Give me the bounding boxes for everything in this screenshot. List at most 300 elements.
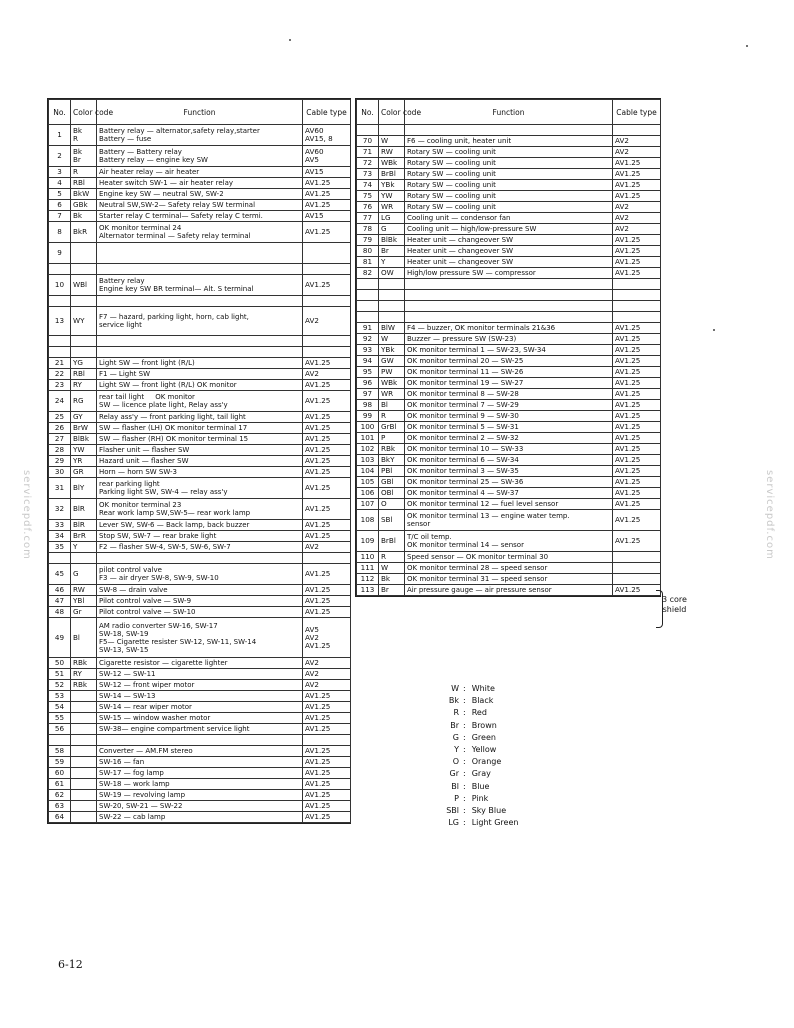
no-cell: 111 bbox=[357, 563, 379, 574]
table-row bbox=[49, 211, 351, 222]
color-code-cell bbox=[71, 757, 97, 768]
color-code-cell: YBk bbox=[379, 180, 405, 191]
no-cell: 74 bbox=[357, 180, 379, 191]
function-cell bbox=[405, 125, 613, 136]
cable-type-cell bbox=[613, 312, 661, 323]
cable-type-cell bbox=[303, 296, 351, 307]
table-row bbox=[357, 169, 661, 180]
color-code-cell: Y bbox=[71, 542, 97, 553]
header-function: Function bbox=[405, 100, 613, 125]
legend-code: Br bbox=[450, 720, 459, 730]
no-cell bbox=[357, 290, 379, 301]
function-cell: Cigarette resistor — cigarette lighter bbox=[97, 658, 303, 669]
cable-type-cell: AV15 bbox=[303, 211, 351, 222]
color-code-cell: R bbox=[379, 411, 405, 422]
table-row bbox=[49, 499, 351, 520]
function-cell: Battery relay — alternator,safety relay,starter Battery — fuse bbox=[97, 125, 303, 146]
legend-name: Black bbox=[471, 696, 494, 706]
table-row bbox=[49, 167, 351, 178]
no-cell bbox=[49, 553, 71, 564]
cable-type-cell: AV2 bbox=[613, 224, 661, 235]
cable-type-cell: AV1.25 bbox=[303, 531, 351, 542]
legend-name: Light Green bbox=[471, 818, 519, 828]
no-cell: 104 bbox=[357, 466, 379, 477]
cable-type-cell: AV1.25 bbox=[303, 412, 351, 423]
function-cell: Horn — horn SW SW-3 bbox=[97, 467, 303, 478]
no-cell: 55 bbox=[49, 713, 71, 724]
cable-type-cell: AV1.25 bbox=[613, 400, 661, 411]
color-code-cell: LG bbox=[379, 213, 405, 224]
cable-type-cell bbox=[613, 563, 661, 574]
legend-separator: : bbox=[463, 781, 466, 791]
function-cell: Starter relay C terminal— Safety relay C termi. bbox=[97, 211, 303, 222]
color-code-cell bbox=[71, 779, 97, 790]
function-cell: OK monitor terminal 6 — SW-34 bbox=[405, 455, 613, 466]
no-cell: 9 bbox=[49, 243, 71, 264]
legend-name: Green bbox=[471, 732, 496, 742]
table-row bbox=[357, 158, 661, 169]
table-row bbox=[357, 202, 661, 213]
table-row bbox=[49, 369, 351, 380]
function-cell: Speed sensor — OK monitor terminal 30 bbox=[405, 552, 613, 563]
color-code-cell: YW bbox=[379, 191, 405, 202]
color-code-cell bbox=[71, 713, 97, 724]
function-cell: OK monitor terminal 2 — SW-32 bbox=[405, 433, 613, 444]
legend-name: Yellow bbox=[471, 745, 497, 755]
function-cell: SW-19 — revolving lamp bbox=[97, 790, 303, 801]
cable-type-cell bbox=[613, 552, 661, 563]
header-color-code: Color code bbox=[379, 100, 405, 125]
table-row bbox=[357, 411, 661, 422]
function-cell bbox=[405, 279, 613, 290]
table-row bbox=[357, 147, 661, 158]
color-code-cell: YBk bbox=[379, 345, 405, 356]
cable-type-cell: AV1.25 bbox=[613, 246, 661, 257]
function-cell: OK monitor terminal 8 — SW-28 bbox=[405, 389, 613, 400]
table-row bbox=[357, 279, 661, 290]
no-cell: 35 bbox=[49, 542, 71, 553]
table-row bbox=[357, 378, 661, 389]
no-cell bbox=[357, 279, 379, 290]
no-cell: 48 bbox=[49, 607, 71, 618]
cable-type-cell bbox=[303, 347, 351, 358]
color-code-cell: SBl bbox=[379, 510, 405, 531]
cable-type-cell: AV60 AV15, 8 bbox=[303, 125, 351, 146]
table-row bbox=[357, 531, 661, 552]
function-cell: Cooling unit — condensor fan bbox=[405, 213, 613, 224]
table-row bbox=[49, 531, 351, 542]
table-row bbox=[49, 746, 351, 757]
no-cell bbox=[357, 301, 379, 312]
table-row bbox=[49, 178, 351, 189]
speck bbox=[746, 45, 748, 47]
no-cell: 56 bbox=[49, 724, 71, 735]
cable-type-cell: AV1.25 bbox=[613, 499, 661, 510]
table-row bbox=[357, 585, 661, 596]
function-cell: SW-14 — SW-13 bbox=[97, 691, 303, 702]
function-cell: OK monitor terminal 24 Alternator terminal — Safety relay terminal bbox=[97, 222, 303, 243]
no-cell bbox=[49, 264, 71, 275]
table-row bbox=[49, 680, 351, 691]
cable-type-cell: AV1.25 bbox=[303, 801, 351, 812]
table-row bbox=[357, 213, 661, 224]
cable-type-cell: AV1.25 bbox=[303, 445, 351, 456]
no-cell: 7 bbox=[49, 211, 71, 222]
legend-item bbox=[427, 744, 518, 756]
legend-separator: : bbox=[463, 818, 466, 828]
function-cell: SW-15 — window washer motor bbox=[97, 713, 303, 724]
legend-separator: : bbox=[463, 793, 466, 803]
color-code-cell: BlBk bbox=[71, 434, 97, 445]
function-cell: SW-22 — cab lamp bbox=[97, 812, 303, 823]
no-cell: 64 bbox=[49, 812, 71, 823]
table-row bbox=[357, 422, 661, 433]
no-cell: 30 bbox=[49, 467, 71, 478]
table-row bbox=[357, 444, 661, 455]
function-cell bbox=[405, 312, 613, 323]
cable-type-cell: AV2 bbox=[303, 369, 351, 380]
legend-name: Blue bbox=[471, 781, 490, 791]
color-code-cell: OBl bbox=[379, 488, 405, 499]
color-code-legend bbox=[427, 683, 518, 829]
cable-type-cell: AV1.25 bbox=[303, 713, 351, 724]
no-cell: 26 bbox=[49, 423, 71, 434]
table-row bbox=[357, 235, 661, 246]
table-row bbox=[49, 801, 351, 812]
no-cell: 95 bbox=[357, 367, 379, 378]
table-row bbox=[49, 200, 351, 211]
no-cell: 31 bbox=[49, 478, 71, 499]
no-cell: 106 bbox=[357, 488, 379, 499]
table-row bbox=[49, 146, 351, 167]
cable-type-cell: AV2 bbox=[613, 202, 661, 213]
table-row bbox=[49, 189, 351, 200]
function-cell: Heater unit — changeover SW bbox=[405, 257, 613, 268]
function-cell bbox=[405, 301, 613, 312]
table-row bbox=[49, 125, 351, 146]
function-cell: Flasher unit — flasher SW bbox=[97, 445, 303, 456]
table-row bbox=[49, 757, 351, 768]
table-row bbox=[357, 224, 661, 235]
table-row bbox=[49, 412, 351, 423]
color-code-cell: G bbox=[71, 564, 97, 585]
color-code-cell: W bbox=[379, 334, 405, 345]
function-cell: Hazard unit — flasher SW bbox=[97, 456, 303, 467]
table-row bbox=[357, 290, 661, 301]
no-cell: 103 bbox=[357, 455, 379, 466]
color-code-cell bbox=[71, 812, 97, 823]
color-code-cell bbox=[71, 801, 97, 812]
legend-code: Y bbox=[454, 745, 459, 755]
no-cell: 109 bbox=[357, 531, 379, 552]
no-cell: 99 bbox=[357, 411, 379, 422]
legend-item bbox=[427, 805, 518, 817]
color-code-cell: Br bbox=[379, 246, 405, 257]
cable-type-cell: AV1.25 bbox=[613, 169, 661, 180]
table-row bbox=[49, 812, 351, 823]
cable-type-cell: AV1.25 bbox=[303, 200, 351, 211]
legend-name: Orange bbox=[471, 757, 502, 767]
no-cell: 71 bbox=[357, 147, 379, 158]
function-cell: High/low pressure SW — compressor bbox=[405, 268, 613, 279]
function-cell: OK monitor terminal 31 — speed sensor bbox=[405, 574, 613, 585]
no-cell: 94 bbox=[357, 356, 379, 367]
function-cell: F1 — Light SW bbox=[97, 369, 303, 380]
function-cell: Pilot control valve — SW-10 bbox=[97, 607, 303, 618]
function-cell: OK monitor terminal 20 — SW-25 bbox=[405, 356, 613, 367]
no-cell bbox=[49, 735, 71, 746]
function-cell: OK monitor terminal 25 — SW-36 bbox=[405, 477, 613, 488]
cable-type-cell: AV1.25 bbox=[613, 367, 661, 378]
color-code-cell: BrBl bbox=[379, 531, 405, 552]
cable-type-cell: AV1.25 bbox=[303, 391, 351, 412]
table-row bbox=[357, 488, 661, 499]
color-code-cell: RBk bbox=[71, 658, 97, 669]
function-cell: Rotary SW — cooling unit bbox=[405, 158, 613, 169]
function-cell: OK monitor terminal 3 — SW-35 bbox=[405, 466, 613, 477]
table-row bbox=[49, 768, 351, 779]
cable-type-cell: AV1.25 bbox=[303, 724, 351, 735]
function-cell: SW-20, SW-21 — SW-22 bbox=[97, 801, 303, 812]
no-cell: 1 bbox=[49, 125, 71, 146]
function-cell bbox=[97, 336, 303, 347]
legend-code: Gr bbox=[449, 769, 459, 779]
table-row bbox=[357, 257, 661, 268]
color-code-cell: WBl bbox=[71, 275, 97, 296]
no-cell: 100 bbox=[357, 422, 379, 433]
cable-type-cell: AV1.25 bbox=[613, 334, 661, 345]
color-code-cell: PW bbox=[379, 367, 405, 378]
color-code-cell: BlW bbox=[379, 323, 405, 334]
cable-type-cell bbox=[613, 290, 661, 301]
legend-separator: : bbox=[463, 806, 466, 816]
function-cell: Rotary SW — cooling unit bbox=[405, 147, 613, 158]
cable-type-cell: AV1.25 bbox=[613, 323, 661, 334]
table-row bbox=[357, 136, 661, 147]
cable-type-cell: AV1.25 bbox=[613, 345, 661, 356]
cable-type-cell: AV5 AV2 AV1.25 bbox=[303, 618, 351, 658]
cable-type-cell: AV1.25 bbox=[303, 691, 351, 702]
cable-type-cell: AV1.25 bbox=[303, 380, 351, 391]
table-row bbox=[357, 334, 661, 345]
legend-name: Gray bbox=[471, 769, 491, 779]
color-code-cell: BkR bbox=[71, 222, 97, 243]
color-code-cell: RBk bbox=[379, 444, 405, 455]
function-cell: OK monitor terminal 12 — fuel level sensor bbox=[405, 499, 613, 510]
table-row bbox=[357, 268, 661, 279]
table-row bbox=[357, 180, 661, 191]
cable-type-cell: AV1.25 bbox=[303, 746, 351, 757]
function-cell: Air pressure gauge — air pressure sensor bbox=[405, 585, 613, 596]
color-code-cell: WBk bbox=[379, 158, 405, 169]
table-row bbox=[49, 724, 351, 735]
header-cable-type: Cable type bbox=[303, 100, 351, 125]
color-code-cell: PBl bbox=[379, 466, 405, 477]
right-wiring-table bbox=[355, 98, 661, 597]
table-row bbox=[49, 618, 351, 658]
no-cell: 75 bbox=[357, 191, 379, 202]
no-cell: 105 bbox=[357, 477, 379, 488]
cable-type-cell: AV1.25 bbox=[613, 466, 661, 477]
color-code-cell bbox=[379, 312, 405, 323]
cable-type-cell: AV2 bbox=[303, 669, 351, 680]
color-code-cell: BrBl bbox=[379, 169, 405, 180]
legend-code: W bbox=[451, 684, 459, 693]
function-cell: OK monitor terminal 9 — SW-30 bbox=[405, 411, 613, 422]
no-cell: 33 bbox=[49, 520, 71, 531]
legend-item bbox=[427, 695, 518, 707]
legend-separator: : bbox=[463, 696, 466, 706]
table-row bbox=[49, 445, 351, 456]
table-row bbox=[49, 243, 351, 264]
no-cell bbox=[49, 347, 71, 358]
color-code-cell: Bk bbox=[71, 211, 97, 222]
function-cell: Light SW — front light (R/L) OK monitor bbox=[97, 380, 303, 391]
color-code-cell bbox=[71, 296, 97, 307]
function-cell: Battery relay Engine key SW BR terminal— Alt. S terminal bbox=[97, 275, 303, 296]
color-code-cell: RBk bbox=[71, 680, 97, 691]
function-cell: F6 — cooling unit, heater unit bbox=[405, 136, 613, 147]
no-cell: 73 bbox=[357, 169, 379, 180]
function-cell: Rotary SW — cooling unit bbox=[405, 169, 613, 180]
table-row bbox=[49, 423, 351, 434]
cable-type-cell: AV1.25 bbox=[613, 191, 661, 202]
cable-type-cell: AV2 bbox=[613, 147, 661, 158]
cable-type-cell: AV2 bbox=[303, 542, 351, 553]
table-row bbox=[49, 713, 351, 724]
color-code-cell: BrR bbox=[71, 531, 97, 542]
cable-type-cell bbox=[613, 574, 661, 585]
legend-item bbox=[427, 720, 518, 732]
cable-type-cell: AV1.25 bbox=[613, 444, 661, 455]
speck bbox=[713, 329, 715, 331]
color-code-cell bbox=[71, 553, 97, 564]
legend-separator: : bbox=[463, 684, 466, 693]
cable-type-cell: AV1.25 bbox=[613, 411, 661, 422]
no-cell: 53 bbox=[49, 691, 71, 702]
no-cell: 82 bbox=[357, 268, 379, 279]
legend-code: R bbox=[453, 708, 459, 718]
function-cell: OK monitor terminal 10 — SW-33 bbox=[405, 444, 613, 455]
color-code-cell bbox=[71, 347, 97, 358]
color-code-cell: WY bbox=[71, 307, 97, 336]
table-row bbox=[49, 691, 351, 702]
function-cell: Heater unit — changeover SW bbox=[405, 235, 613, 246]
cable-type-cell bbox=[303, 336, 351, 347]
no-cell: 113 bbox=[357, 585, 379, 596]
legend-name: Red bbox=[471, 708, 487, 718]
table-row bbox=[49, 456, 351, 467]
no-cell: 5 bbox=[49, 189, 71, 200]
legend-separator: : bbox=[463, 732, 466, 742]
function-cell bbox=[405, 290, 613, 301]
cable-type-cell: AV1.25 bbox=[303, 358, 351, 369]
no-cell: 45 bbox=[49, 564, 71, 585]
no-cell: 25 bbox=[49, 412, 71, 423]
color-code-cell bbox=[71, 735, 97, 746]
cable-type-cell: AV1.25 bbox=[613, 422, 661, 433]
no-cell bbox=[357, 312, 379, 323]
cable-type-cell bbox=[303, 735, 351, 746]
cable-type-cell: AV1.25 bbox=[613, 477, 661, 488]
function-cell: OK monitor terminal 28 — speed sensor bbox=[405, 563, 613, 574]
no-cell: 79 bbox=[357, 235, 379, 246]
color-code-cell: R bbox=[71, 167, 97, 178]
function-cell: Relay ass'y — front parking light, tail light bbox=[97, 412, 303, 423]
no-cell bbox=[49, 336, 71, 347]
no-cell: 2 bbox=[49, 146, 71, 167]
table-row bbox=[49, 478, 351, 499]
no-cell: 58 bbox=[49, 746, 71, 757]
legend-separator: : bbox=[463, 708, 466, 718]
legend-item bbox=[427, 732, 518, 744]
function-cell: Battery — Battery relay Battery relay — engine key SW bbox=[97, 146, 303, 167]
legend-separator: : bbox=[463, 720, 466, 730]
color-code-cell: YG bbox=[71, 358, 97, 369]
no-cell: 6 bbox=[49, 200, 71, 211]
cable-type-cell bbox=[303, 553, 351, 564]
function-cell: OK monitor terminal 19 — SW-27 bbox=[405, 378, 613, 389]
function-cell: Buzzer — pressure SW (SW-23) bbox=[405, 334, 613, 345]
color-code-cell bbox=[71, 746, 97, 757]
no-cell: 23 bbox=[49, 380, 71, 391]
color-code-cell: OW bbox=[379, 268, 405, 279]
legend-code: G bbox=[452, 732, 459, 742]
color-code-cell: GW bbox=[379, 356, 405, 367]
no-cell: 47 bbox=[49, 596, 71, 607]
table-row bbox=[49, 275, 351, 296]
legend-code: P bbox=[454, 793, 459, 803]
no-cell: 61 bbox=[49, 779, 71, 790]
table-row bbox=[49, 564, 351, 585]
no-cell: 107 bbox=[357, 499, 379, 510]
color-code-cell bbox=[379, 125, 405, 136]
color-code-cell: GBl bbox=[379, 477, 405, 488]
no-cell: 76 bbox=[357, 202, 379, 213]
cable-type-cell: AV1.25 bbox=[303, 478, 351, 499]
cable-type-cell bbox=[613, 301, 661, 312]
color-code-cell: Bk R bbox=[71, 125, 97, 146]
color-code-cell: BkY bbox=[379, 455, 405, 466]
cable-type-cell: AV1.25 bbox=[303, 757, 351, 768]
no-cell: 28 bbox=[49, 445, 71, 456]
table-row bbox=[357, 356, 661, 367]
cable-type-cell: AV1.25 bbox=[303, 790, 351, 801]
table-row bbox=[357, 574, 661, 585]
function-cell: SW-8 — drain valve bbox=[97, 585, 303, 596]
cable-type-cell: AV1.25 bbox=[303, 423, 351, 434]
legend-code: LG bbox=[448, 818, 459, 828]
table-row bbox=[49, 585, 351, 596]
function-cell: Air heater relay — air heater bbox=[97, 167, 303, 178]
cable-type-cell bbox=[613, 279, 661, 290]
legend-code: Bk bbox=[448, 696, 459, 706]
color-code-cell: R bbox=[379, 552, 405, 563]
table-row bbox=[357, 345, 661, 356]
table-row bbox=[357, 400, 661, 411]
function-cell bbox=[97, 296, 303, 307]
cable-type-cell bbox=[303, 243, 351, 264]
cable-type-cell: AV1.25 bbox=[613, 488, 661, 499]
header-color-code: Color code bbox=[71, 100, 97, 125]
cable-type-cell: AV1.25 bbox=[613, 158, 661, 169]
header-function: Function bbox=[97, 100, 303, 125]
legend-item bbox=[427, 768, 518, 780]
color-code-cell: G bbox=[379, 224, 405, 235]
no-cell: 50 bbox=[49, 658, 71, 669]
color-code-cell: RBl bbox=[71, 178, 97, 189]
no-cell: 72 bbox=[357, 158, 379, 169]
